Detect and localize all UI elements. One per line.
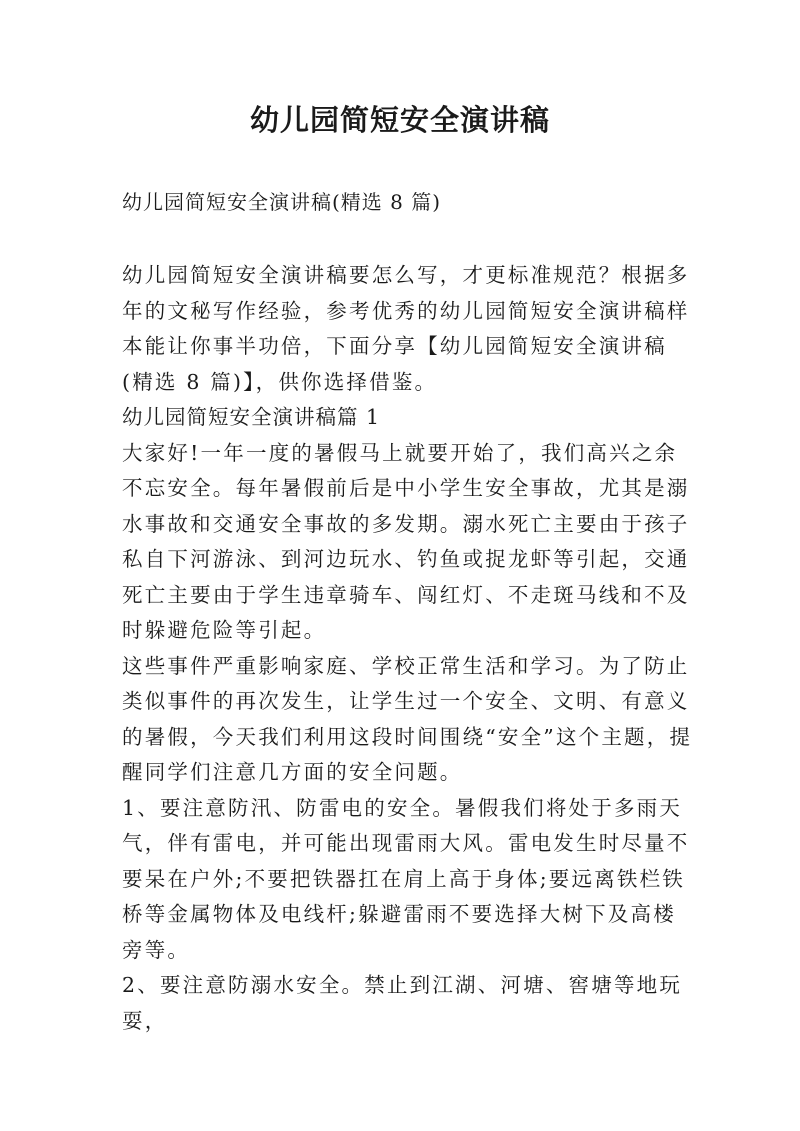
document-body xyxy=(122,258,694,1039)
body-paragraph: 大家好!一年一度的暑假马上就要开始了，我们高兴之余不忘安全。每年暑假前后是中小学生安全事故，尤其是溺水事故和交通安全事故的多发期。溺水死亡主要由于孩子私自下河游泳、到河边玩水、钓鱼或捉龙虾等引起，交通死亡主要由于学生违章骑车、闯红灯、不走斑马线和不及时躲避危险等引起。 xyxy=(122,440,690,642)
section-heading: 幼儿园简短安全演讲稿篇 1 xyxy=(122,405,381,429)
document-title: 幼儿园简短安全演讲稿 xyxy=(249,103,550,137)
body-paragraph: 2、要注意防溺水安全。禁止到江湖、河塘、窖塘等地玩耍， xyxy=(122,973,683,1033)
body-paragraph: 1、要注意防汛、防雷电的安全。暑假我们将处于多雨天气，伴有雷电，并可能出现雷雨大风。雷电发生时尽量不要呆在户外;不要把铁器扛在肩上高于身体;要远离铁栏铁桥等金属物体及电线杆;躲避雷雨不要选择大树下及高楼旁等。 xyxy=(122,795,690,962)
body-paragraph: 这些事件严重影响家庭、学校正常生活和学习。为了防止类似事件的再次发生，让学生过一个安全、文明、有意义的暑假，今天我们利用这段时间围绕“安全”这个主题，提醒同学们注意几方面的安全问题。 xyxy=(122,653,693,784)
document-subtitle: 幼儿园简短安全演讲稿(精选 8 篇) xyxy=(122,190,442,214)
intro-paragraph: 幼儿园简短安全演讲稿要怎么写，才更标准规范？根据多年的文秘写作经验，参考优秀的幼儿园简短安全演讲稿样本能让你事半功倍，下面分享【幼儿园简短安全演讲稿(精选 8 篇)】，供你选择借鉴。 xyxy=(122,263,690,394)
